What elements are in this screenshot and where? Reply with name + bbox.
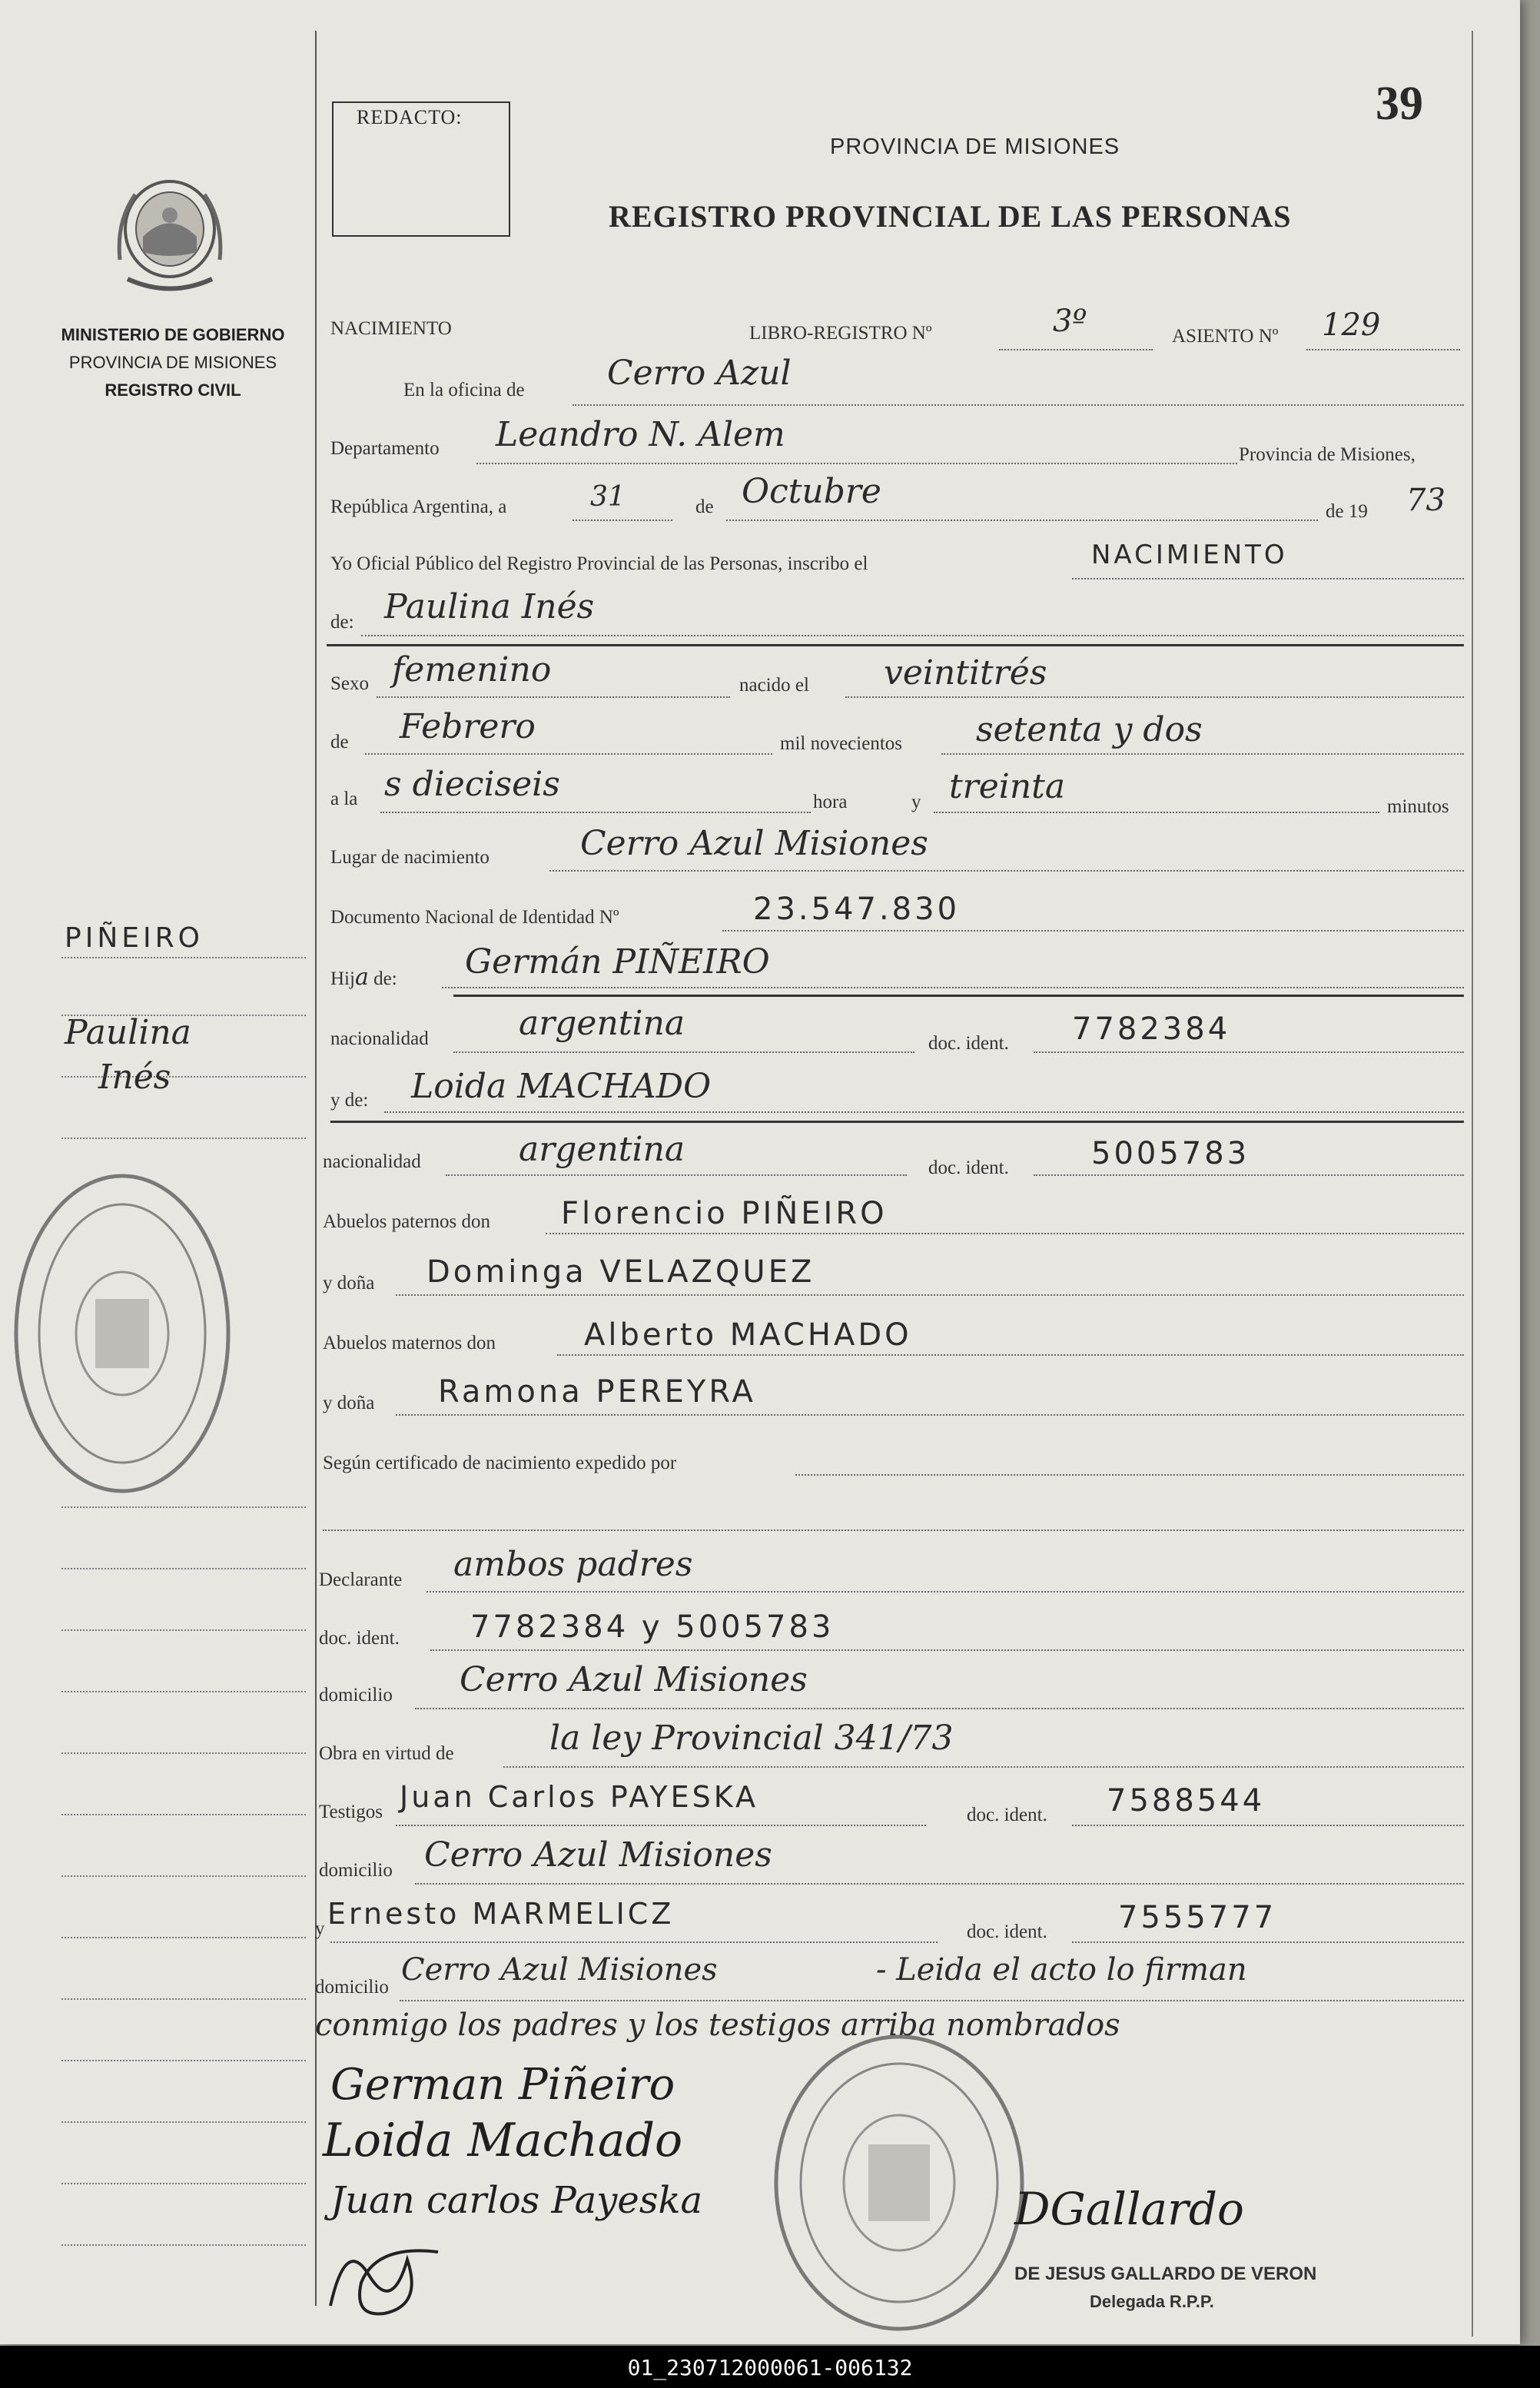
margin-line [61, 2183, 306, 2184]
y2-label: y [315, 1918, 325, 1939]
ministry-province: PROVINCIA DE MISIONES [68, 353, 277, 372]
minutos-label: minutos [1387, 796, 1449, 817]
doc4-value: 7588544 [1107, 1783, 1266, 1818]
dom1-value: Cerro Azul Misiones [460, 1660, 808, 1699]
lugar-line [549, 870, 1464, 872]
hora-value: s dieciseis [384, 765, 560, 804]
anio-label: de 19 [1326, 501, 1368, 522]
madre-line [384, 1111, 1464, 1113]
oficina-value: Cerro Azul [607, 354, 792, 393]
asiento-label: ASIENTO Nº [1172, 326, 1279, 347]
lugar-value: Cerro Azul Misiones [580, 824, 928, 863]
margin-line [61, 1138, 306, 1139]
sexo-label: Sexo [330, 673, 369, 694]
nacimiento-label: NACIMIENTO [330, 318, 452, 339]
nac1-line [453, 1051, 914, 1053]
section-rule [327, 644, 1464, 646]
dom1-line [415, 1708, 1464, 1709]
dni-line [722, 930, 1464, 932]
departamento-value: Leandro N. Alem [496, 415, 785, 454]
dom2-label: domicilio [319, 1860, 393, 1881]
closing-line-2: conmigo los padres y los testigos arriba nombrados [315, 2008, 1120, 2043]
abuelos-paternos-label: Abuelos paternos don [323, 1211, 491, 1232]
nac2-line [446, 1174, 907, 1176]
testigo2-value: Ernesto MARMELICZ [327, 1897, 675, 1931]
doc2-value: 5005783 [1091, 1136, 1250, 1171]
abuelos-paternos-value: Florencio PIÑEIRO [561, 1196, 888, 1231]
margin-line [61, 1752, 306, 1754]
margin-line [61, 1691, 306, 1692]
dom3-value: Cerro Azul Misiones [401, 1952, 718, 1988]
signature-witness: Juan carlos Payeska [330, 2179, 703, 2222]
mil-label: mil novecientos [780, 733, 902, 754]
official-stamp [11, 1168, 234, 1499]
header-registry-title: REGISTRO PROVINCIAL DE LAS PERSONAS [609, 199, 1292, 234]
sexo-line [377, 696, 730, 698]
nombre-line [361, 635, 1464, 636]
doc2-label: doc. ident. [928, 1157, 1009, 1178]
dia-nac-line [845, 696, 1464, 698]
asiento-line [1306, 349, 1460, 350]
departamento-line [476, 463, 1237, 464]
margin-line [61, 1814, 306, 1815]
signature-officer: DGallardo [1014, 2183, 1244, 2235]
libro-line [999, 349, 1153, 350]
header-province: PROVINCIA DE MISIONES [830, 135, 1120, 159]
margin-line [61, 1875, 306, 1877]
testigo2-line [330, 1941, 938, 1943]
abuelos-paternos-line [546, 1233, 1464, 1234]
margin-line [61, 2121, 306, 2123]
nac2-value: argentina [519, 1130, 685, 1169]
yo-oficial-label: Yo Oficial Público del Registro Provincial de las Personas, inscribo el [330, 553, 868, 574]
madre-value: Loida MACHADO [411, 1067, 712, 1106]
dia-nac-value: veintitrés [884, 653, 1047, 692]
oficina-label: En la oficina de [403, 380, 525, 400]
ministry-name: MINISTERIO DE GOBIERNO [61, 325, 285, 344]
min-value: treinta [949, 767, 1066, 806]
hijo-label [330, 964, 397, 991]
doc5-value: 7555777 [1118, 1900, 1277, 1935]
provincia-label: Provincia de Misiones, [1239, 444, 1416, 465]
official-stamp [768, 2029, 1030, 2337]
signature-father: German Piñeiro [330, 2060, 675, 2110]
de-label: de [695, 497, 714, 517]
sexo-value: femenino [392, 650, 552, 689]
obra-line [503, 1766, 1464, 1768]
y-de-label: y de: [330, 1090, 369, 1111]
margin-line [61, 957, 306, 958]
mes-value: Octubre [742, 472, 881, 511]
officer-name: DE JESUS GALLARDO DE VERON [1014, 2263, 1317, 2284]
de2-label: de [330, 732, 349, 752]
dia-line [573, 520, 672, 521]
y-label: y [911, 792, 921, 812]
signature-mother: Loida Machado [323, 2114, 683, 2167]
republica-label: República Argentina, a [330, 497, 507, 517]
section-rule [330, 1121, 1464, 1123]
segun-label: Según certificado de nacimiento expedido por [323, 1453, 677, 1473]
dona2-label: y doña [323, 1393, 375, 1413]
hijo-label-text: Hij [330, 968, 355, 989]
padre-value: Germán PIÑEIRO [465, 942, 770, 981]
dona2-line [396, 1414, 1464, 1416]
margin-line [61, 1506, 306, 1508]
coat-of-arms-seal [105, 175, 235, 298]
dona1-line [396, 1294, 1464, 1296]
image-code: 01_230712000061-006132 [627, 2355, 913, 2380]
anio-nac-value: setenta y dos [976, 710, 1203, 749]
doc4-label: doc. ident. [967, 1805, 1047, 1825]
closing-line-1: - Leida el acto lo firman [876, 1952, 1247, 1988]
doc3-label: doc. ident. [319, 1628, 400, 1649]
dni-label: Documento Nacional de Identidad Nº [330, 907, 619, 928]
margin-line [61, 1937, 306, 1938]
testigos-label: Testigos [319, 1802, 383, 1822]
declarante-label: Declarante [319, 1569, 403, 1590]
officer-role: Delegada R.P.P. [1090, 2292, 1214, 2311]
doc5-label: doc. ident. [967, 1921, 1047, 1942]
dom2-line [415, 1883, 1464, 1885]
doc2-line [1034, 1174, 1464, 1176]
margin-given-name-1: Paulina [65, 1013, 191, 1052]
redacto-box [332, 101, 510, 237]
asiento-value: 129 [1322, 307, 1381, 343]
dona1-value: Dominga VELAZQUEZ [426, 1254, 815, 1290]
doc3-line [430, 1649, 1464, 1651]
redacto-label: REDACTO: [357, 106, 463, 128]
inscribo-value: NACIMIENTO [1091, 540, 1288, 570]
libro-registro-label: LIBRO-REGISTRO Nº [749, 323, 932, 344]
doc1-value: 7782384 [1072, 1011, 1231, 1047]
margin-line [61, 2060, 306, 2061]
dona2-value: Ramona PEREYRA [438, 1374, 756, 1410]
testigo1-line [396, 1825, 926, 1826]
obra-label: Obra en virtud de [319, 1743, 454, 1764]
doc1-label: doc. ident. [928, 1033, 1009, 1054]
dni-value: 23.547.830 [753, 892, 961, 927]
doc3-value: 7782384 y 5005783 [470, 1609, 835, 1645]
margin-rule [315, 31, 317, 2306]
departamento-label: Departamento [330, 438, 440, 459]
dom3-line [400, 2000, 1464, 2001]
mes-nac-line [365, 753, 772, 755]
dom3-label: domicilio [315, 1977, 389, 1998]
de-colon-label: de: [330, 612, 354, 633]
margin-given-name-2: Inés [98, 1058, 171, 1097]
anio-value: 73 [1406, 483, 1445, 518]
abuelos-maternos-line [557, 1354, 1464, 1356]
nac1-label: nacionalidad [330, 1028, 429, 1049]
padre-line [442, 987, 1464, 988]
anio-nac-line [941, 753, 1464, 755]
dia-value: 31 [590, 481, 626, 513]
page-number: 39 [1376, 78, 1423, 130]
margin-line [61, 1629, 306, 1631]
margin-line [61, 1998, 306, 2000]
nac2-label: nacionalidad [323, 1151, 421, 1172]
ministry-civil-registry: REGISTRO CIVIL [105, 380, 241, 400]
min-line [934, 812, 1379, 813]
segun-line [795, 1474, 1464, 1476]
declarante-value: ambos padres [453, 1545, 693, 1584]
segun-line-2 [323, 1529, 1464, 1531]
doc4-line [1072, 1825, 1464, 1826]
margin-line [61, 2244, 306, 2246]
dom2-value: Cerro Azul Misiones [424, 1835, 772, 1875]
doc5-line [1072, 1941, 1464, 1943]
dona1-label: y doña [323, 1273, 375, 1294]
doc1-line [1034, 1051, 1464, 1053]
lugar-label: Lugar de nacimiento [330, 847, 490, 868]
mes-nac-value: Febrero [400, 707, 536, 746]
hora-line [380, 812, 811, 813]
nombre-value: Paulina Inés [384, 587, 595, 626]
abuelos-maternos-value: Alberto MACHADO [584, 1317, 912, 1353]
nacido-label: nacido el [739, 675, 809, 696]
nac1-value: argentina [519, 1004, 685, 1043]
hora-label: hora [813, 792, 848, 812]
hijo-de-text: de: [373, 968, 397, 989]
declarante-line [426, 1591, 1464, 1593]
oficina-line [573, 404, 1464, 406]
section-rule [453, 995, 1464, 997]
hijo-suffix: a [354, 964, 369, 991]
dom1-label: domicilio [319, 1685, 393, 1705]
margin-surname: PIÑEIRO [65, 922, 204, 954]
libro-value: 3º [1053, 304, 1087, 339]
ministry-block [31, 321, 315, 404]
testigo1-value: Juan Carlos PAYESKA [400, 1780, 758, 1814]
mes-line [726, 520, 1318, 521]
margin-line [61, 1568, 306, 1569]
abuelos-maternos-label: Abuelos maternos don [323, 1333, 496, 1353]
a-la-label: a la [330, 789, 358, 809]
signature-scribble [315, 2229, 453, 2321]
right-border-rule [1472, 31, 1473, 2337]
obra-value: la ley Provincial 341/73 [549, 1719, 954, 1758]
inscribo-line [1072, 578, 1464, 580]
